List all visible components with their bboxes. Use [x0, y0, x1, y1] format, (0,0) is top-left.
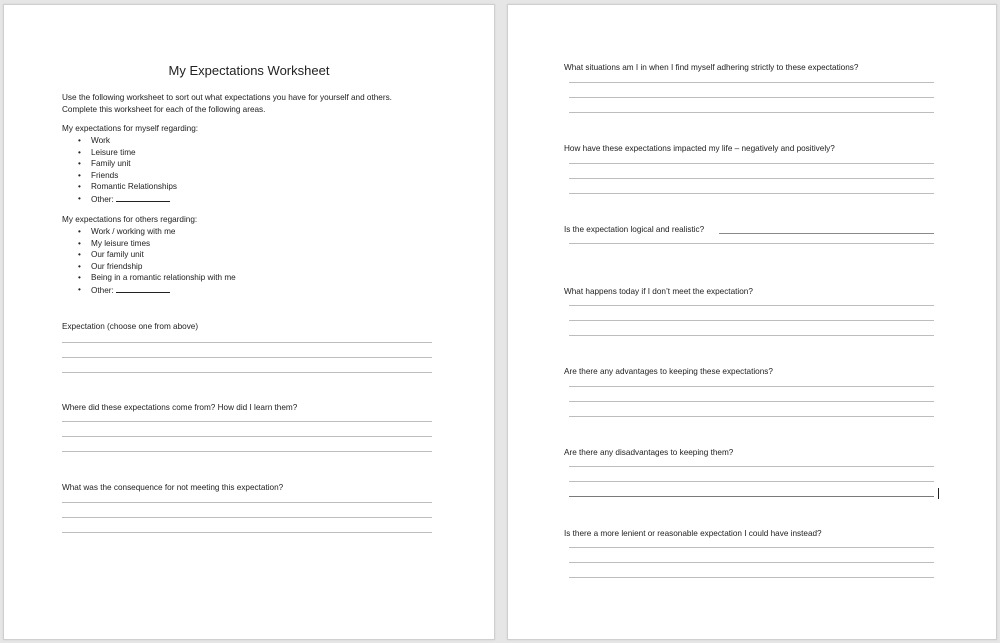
question-consequence: What was the consequence for not meeting this expectation? — [62, 483, 284, 492]
intro-line-2: Complete this worksheet for each of the following areas. — [62, 104, 266, 114]
answer-line[interactable] — [569, 386, 934, 387]
list-item: • Friends — [78, 170, 177, 182]
answer-line[interactable] — [62, 421, 432, 422]
answer-line[interactable] — [569, 562, 934, 563]
question-disadvantages: Are there any disadvantages to keeping them? — [564, 448, 734, 457]
question-advantages: Are there any advantages to keeping these expectations? — [564, 367, 773, 376]
answer-line[interactable] — [569, 416, 934, 417]
question-origin: Where did these expectations come from? How did I learn them? — [62, 403, 298, 412]
answer-line[interactable] — [569, 112, 934, 113]
list-item: • Being in a romantic relationship with me — [78, 272, 236, 284]
self-expectations-heading: My expectations for myself regarding: — [62, 124, 199, 133]
answer-line[interactable] — [569, 481, 934, 482]
answer-line[interactable] — [569, 496, 934, 497]
worksheet-page-2 — [507, 4, 997, 640]
others-expectations-heading: My expectations for others regarding: — [62, 215, 198, 224]
intro-line-1: Use the following worksheet to sort out what expectations you have for yourself and others. — [62, 93, 392, 102]
list-item: • Family unit — [78, 158, 177, 170]
question-today: What happens today if I don’t meet the expectation? — [564, 287, 753, 296]
answer-line[interactable] — [62, 372, 432, 373]
question-alternative: Is there a more lenient or reasonable expectation I could have instead? — [564, 529, 822, 538]
list-item: • Work / working with me — [78, 226, 236, 238]
answer-line[interactable] — [62, 436, 432, 437]
other-blank[interactable] — [116, 284, 170, 293]
worksheet-page-1 — [3, 4, 495, 640]
list-item: • Our family unit — [78, 249, 236, 261]
answer-line[interactable] — [569, 320, 934, 321]
answer-line[interactable] — [569, 193, 934, 194]
list-item: • Work — [78, 135, 177, 147]
question-situations: What situations am I in when I find myself adhering strictly to these expectations? — [564, 63, 859, 72]
answer-line[interactable] — [62, 357, 432, 358]
answer-line[interactable] — [569, 577, 934, 578]
question-logical: Is the expectation logical and realistic? — [564, 225, 705, 234]
answer-line[interactable] — [569, 466, 934, 467]
answer-line[interactable] — [62, 451, 432, 452]
answer-line[interactable] — [62, 342, 432, 343]
list-item: • My leisure times — [78, 238, 236, 250]
answer-line[interactable] — [569, 178, 934, 179]
answer-line[interactable] — [569, 401, 934, 402]
inline-answer-line[interactable] — [719, 233, 934, 234]
list-item: • Leisure time — [78, 147, 177, 159]
others-expectations-list — [78, 226, 236, 296]
question-impact: How have these expectations impacted my life – negatively and positively? — [564, 144, 835, 153]
answer-line[interactable] — [62, 532, 432, 533]
answer-line[interactable] — [62, 502, 432, 503]
answer-line[interactable] — [569, 335, 934, 336]
answer-line[interactable] — [569, 305, 934, 306]
list-item: • Other: — [78, 193, 177, 205]
intro-text — [62, 92, 472, 115]
answer-line[interactable] — [569, 163, 934, 164]
answer-line[interactable] — [569, 243, 934, 244]
list-item: • Romantic Relationships — [78, 181, 177, 193]
list-item: • Our friendship — [78, 261, 236, 273]
self-expectations-list — [78, 135, 177, 205]
answer-line[interactable] — [62, 517, 432, 518]
list-item: • Other: — [78, 284, 236, 296]
other-blank[interactable] — [116, 193, 170, 202]
text-cursor — [938, 488, 939, 499]
answer-line[interactable] — [569, 82, 934, 83]
question-expectation: Expectation (choose one from above) — [62, 322, 199, 331]
answer-line[interactable] — [569, 547, 934, 548]
answer-line[interactable] — [569, 97, 934, 98]
worksheet-title: My Expectations Worksheet — [168, 63, 330, 78]
